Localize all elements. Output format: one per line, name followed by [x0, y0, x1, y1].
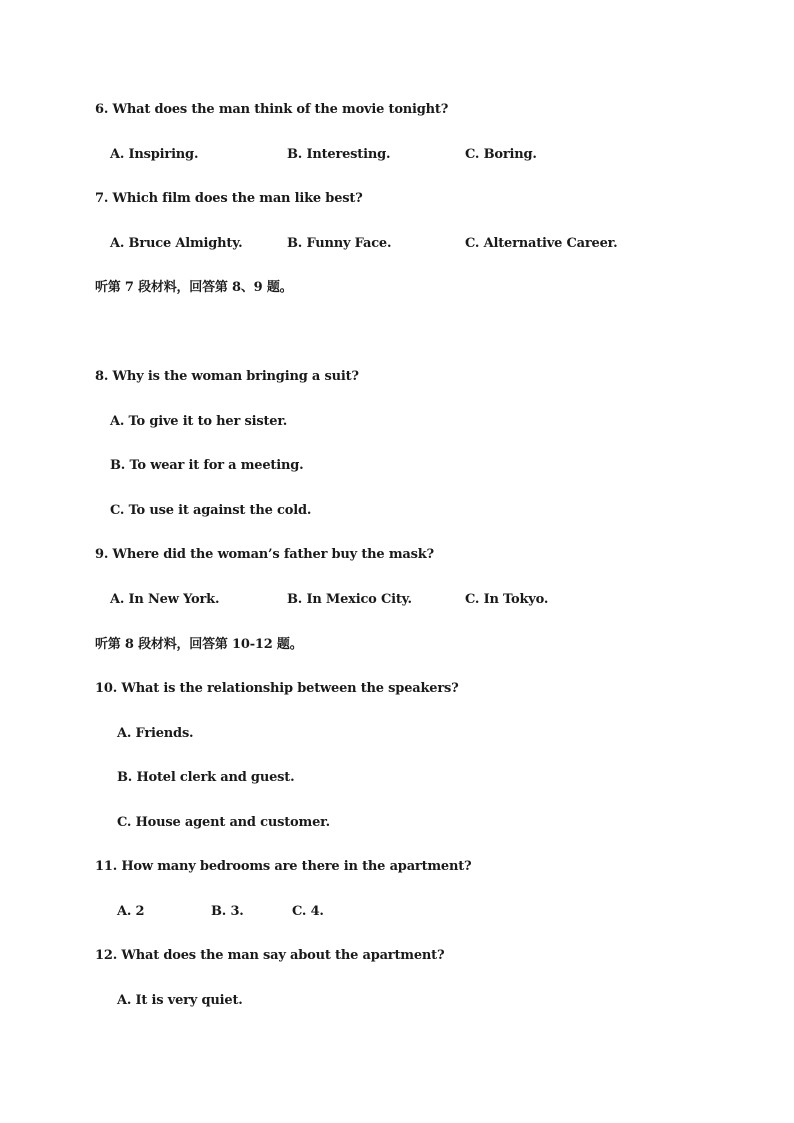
question-11: 11. How many bedrooms are there in the apartment?	[95, 859, 472, 874]
question-12: 12. What does the man say about the apartment?	[95, 948, 445, 963]
question-6: 6. What does the man think of the movie tonight?	[95, 102, 449, 117]
q9-option-c: C. In Tokyo.	[465, 592, 549, 607]
question-7: 7. Which film does the man like best?	[95, 191, 363, 206]
q10-option-b: B. Hotel clerk and guest.	[117, 770, 295, 785]
q6-option-b: B. Interesting.	[287, 147, 391, 162]
q7-option-b: B. Funny Face.	[287, 236, 392, 251]
q10-option-a: A. Friends.	[117, 726, 194, 741]
question-10: 10. What is the relationship between the speakers?	[95, 681, 459, 696]
q7-option-c: C. Alternative Career.	[465, 236, 618, 251]
q10-option-c: C. House agent and customer.	[117, 815, 330, 830]
q8-option-c: C. To use it against the cold.	[110, 503, 312, 518]
question-9: 9. Where did the woman’s father buy the mask?	[95, 547, 434, 562]
q7-option-a: A. Bruce Almighty.	[110, 236, 243, 251]
q6-option-c: C. Boring.	[465, 147, 537, 162]
q12-option-a: A. It is very quiet.	[117, 993, 243, 1008]
q9-option-b: B. In Mexico City.	[287, 592, 412, 607]
section-8-instruction: 听第 8 段材料，回答第 10-12 题。	[95, 637, 303, 652]
question-8: 8. Why is the woman bringing a suit?	[95, 369, 359, 384]
q11-option-b: B. 3.	[211, 904, 244, 919]
section-7-instruction: 听第 7 段材料，回答第 8、9 题。	[95, 280, 293, 295]
q11-option-c: C. 4.	[292, 904, 324, 919]
q9-option-a: A. In New York.	[110, 592, 220, 607]
q8-option-b: B. To wear it for a meeting.	[110, 458, 304, 473]
q11-option-a: A. 2	[117, 904, 145, 919]
q6-option-a: A. Inspiring.	[110, 147, 199, 162]
q8-option-a: A. To give it to her sister.	[110, 414, 288, 429]
